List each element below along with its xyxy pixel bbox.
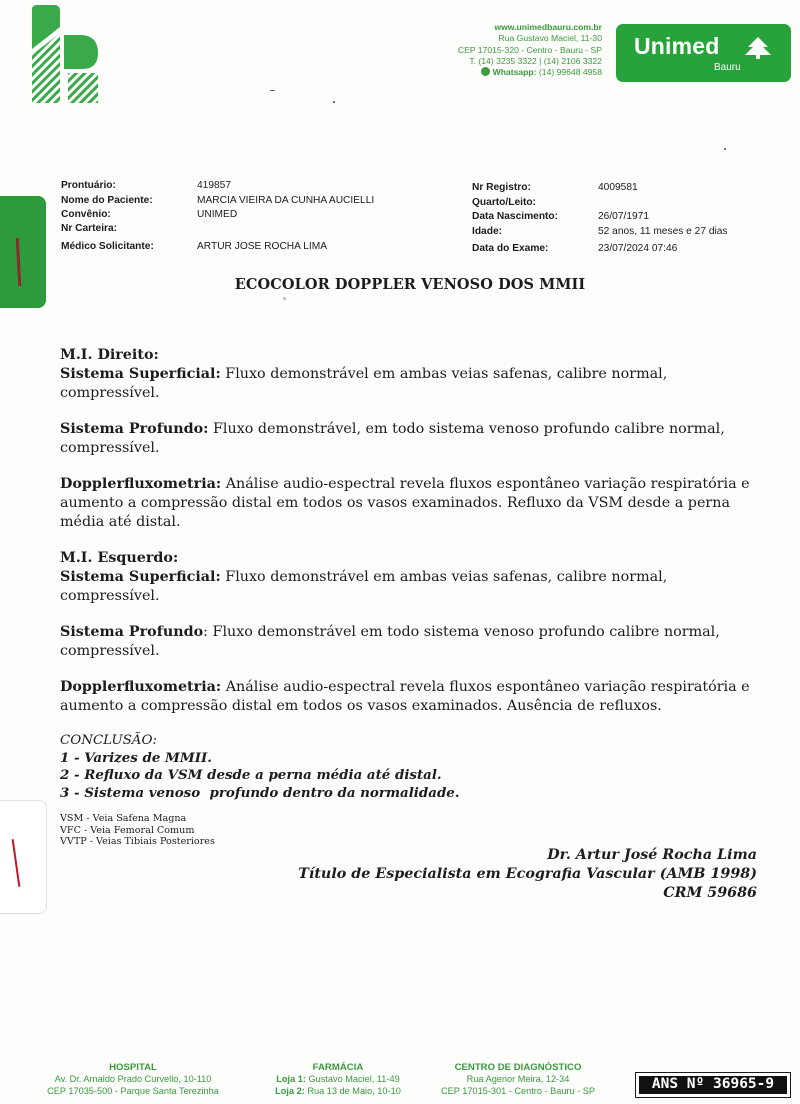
contact-block: [458, 22, 602, 78]
brand-city: Bauru: [714, 62, 741, 73]
unimed-brand-box: [616, 24, 791, 82]
nascimento-value: 26/07/1971: [598, 211, 649, 222]
quarto-label: Quarto/Leito:: [472, 197, 536, 208]
right-profundo: Sistema Profundo: Fluxo demonstrável, em todo sistema venoso profundo calibre normal, compressível.: [60, 421, 725, 456]
unimed-logo-icon: [32, 5, 98, 103]
medico-value: ARTUR JOSE ROCHA LIMA: [197, 241, 328, 252]
ans-number: ANS Nº 36965-9: [639, 1076, 787, 1094]
conclusion-heading: CONCLUSÃO:: [60, 733, 157, 748]
nascimento-label: Data Nascimento:: [472, 211, 559, 222]
ans-badge: [635, 1072, 791, 1098]
doctor-name: Dr. Artur José Rocha Lima: [547, 847, 757, 863]
convenio-label: Convênio:: [61, 209, 111, 220]
pen-mark: [12, 839, 21, 887]
scan-speck: [724, 148, 726, 150]
nome-label: Nome do Paciente:: [61, 195, 153, 206]
registro-value: 4009581: [598, 182, 638, 193]
right-limb-heading: M.I. Direito:: [60, 347, 159, 363]
carteira-label: Nr Carteira:: [61, 223, 118, 234]
registro-label: Nr Registro:: [472, 182, 531, 193]
exame-label: Data do Exame:: [472, 243, 549, 254]
exame-value: 23/07/2024 07:46: [598, 243, 678, 254]
conclusion-item: 1 - Varizes de MMII.: [60, 749, 212, 766]
abbreviation-item: VVTP - Veias Tibiais Posteriores: [60, 836, 215, 848]
left-doppler: Dopplerfluxometria: Análise audio-espectral revela fluxos espontâneo variação respiratória e aumento a compressão distal em todos os vasos examinados. Ausência de refluxos.: [60, 679, 750, 714]
scan-speck: [270, 90, 275, 91]
website-link[interactable]: www.unimedbauru.com.br: [494, 22, 602, 32]
conclusion-block: [60, 732, 760, 802]
left-limb-heading: M.I. Esquerdo:: [60, 550, 179, 566]
nome-value: MARCIA VIEIRA DA CUNHA AUCIELLI: [197, 195, 375, 206]
report-title: ECOCOLOR DOPPLER VENOSO DOS MMII: [234, 276, 586, 293]
cep-line: CEP 17015-320 - Centro - Bauru - SP: [457, 44, 602, 55]
left-profundo: Sistema Profundo: Fluxo demonstrável em todo sistema venoso profundo calibre normal, compressível.: [60, 624, 720, 659]
unimed-tree-icon: [744, 37, 772, 59]
right-doppler: Dopplerfluxometria: Análise audio-espectral revela fluxos espontâneo variação respiratória e aumento a compressão distal em todos os vasos examinados. Refluxo da VSM desde a perna média até distal.: [60, 476, 750, 530]
right-superficial: Sistema Superficial: Fluxo demonstrável em ambas veias safenas, calibre normal, compressível.: [60, 366, 668, 401]
report-body: [60, 346, 760, 848]
whatsapp-line: Whatsapp: (14) 99648 4958: [458, 67, 602, 78]
conclusion-item: 2 - Refluxo da VSM desde a perna média até distal.: [60, 767, 442, 783]
footer-hospital: HOSPITAL Av. Dr. Arnaldo Prado Curvello, 10-110 CEP 17035-500 - Parque Santa Terezinha: [47, 1062, 219, 1096]
idade-label: Idade:: [472, 226, 503, 237]
footer-farmacia: FARMÁCIA Loja 1: Gustavo Maciel, 11-49 Loja 2: Rua 13 de Maio, 10-10: [275, 1062, 401, 1096]
medico-label: Médico Solicitante:: [61, 241, 154, 252]
abbreviation-item: VFC - Veia Femoral Comum: [60, 824, 195, 836]
scan-speck: [333, 101, 335, 103]
doctor-title: Título de Especialista em Ecografia Vascular (AMB 1998): [298, 866, 757, 882]
white-divider-tab: [0, 800, 47, 914]
brand-name: Unimed: [634, 33, 720, 59]
left-superficial: Sistema Superficial: Fluxo demonstrável em ambas veias safenas, calibre normal, compressível.: [60, 569, 668, 604]
signature-block: [298, 846, 757, 903]
convenio-value: UNIMED: [197, 209, 238, 220]
scan-speck: [283, 297, 286, 300]
prontuario-label: Prontuário:: [61, 180, 116, 191]
abbreviation-list: [60, 813, 760, 848]
prontuario-value: 419857: [197, 180, 231, 191]
doctor-crm: CRM 59686: [663, 885, 757, 901]
address-line: Rua Gustavo Maciel, 11-30: [498, 33, 602, 44]
footer-diagnostico: CENTRO DE DIAGNÓSTICO Rua Agenor Meira, 12-34 CEP 17015-301 - Centro - Bauru - SP: [440, 1062, 596, 1096]
whatsapp-icon: [481, 67, 490, 76]
idade-value: 52 anos, 11 meses e 27 dias: [598, 226, 728, 237]
conclusion-item: 3 - Sistema venoso profundo dentro da normalidade.: [60, 784, 460, 801]
abbreviation-item: VSM - Veia Safena Magna: [60, 813, 187, 824]
phone-line: T. (14) 3235 3322 | (14) 2106 3322: [469, 55, 602, 66]
